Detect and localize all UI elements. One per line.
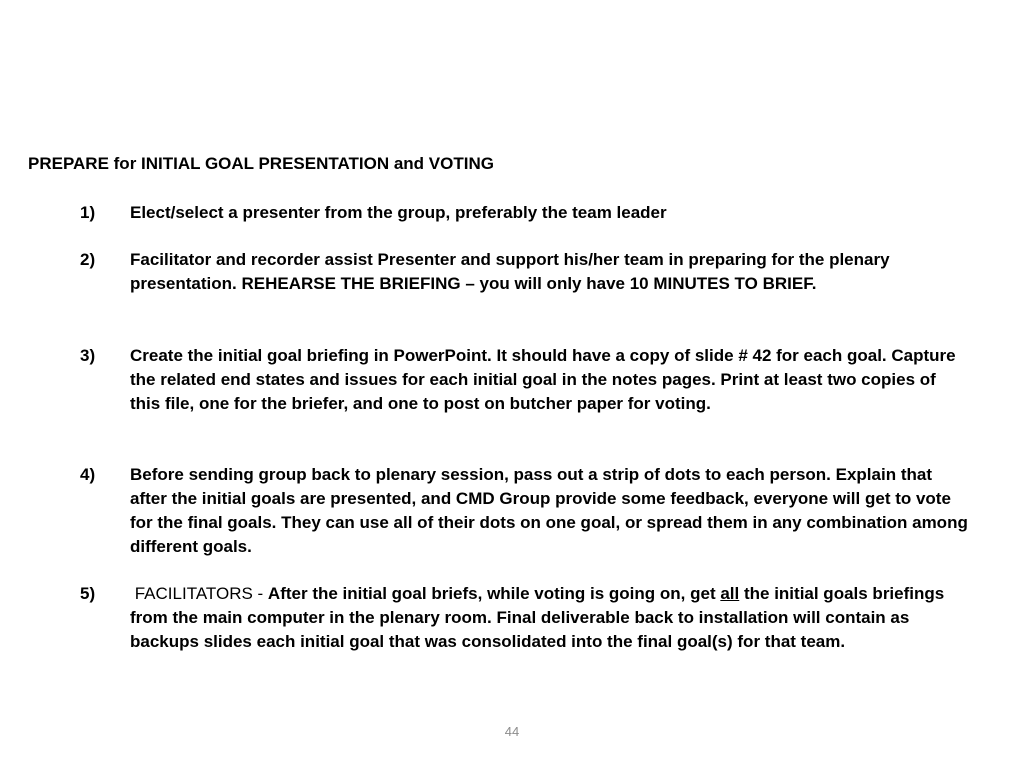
- list-item-text: Create the initial goal briefing in PowerPoint. It should have a copy of slide # 42 for each goal. Capture the related end states and issues for each initial goal in the notes pages. Print at least two copies of this file, one for the briefer, and one to post on butcher paper for voting.: [130, 346, 956, 413]
- page-number: 44: [504, 724, 520, 739]
- list-item-number: 3): [80, 346, 96, 365]
- list-item-3: [80, 344, 970, 416]
- list-item-text: Before sending group back to plenary session, pass out a strip of dots to each person. Explain that after the initial goals are presented, and CMD Group provide some feedback, everyone will get to vote for the final goals. They can use all of their dots on one goal, or spread them in any combination among different goals.: [130, 465, 968, 556]
- list-item-number: 2): [80, 250, 96, 269]
- list-item-text: Elect/select a presenter from the group, preferably the team leader: [130, 203, 667, 222]
- list-item-4: [80, 463, 970, 559]
- list-item-text: [130, 582, 970, 654]
- list-item-number: 1): [80, 203, 96, 222]
- slide-heading: PREPARE for INITIAL GOAL PRESENTATION and VOTING: [28, 154, 494, 173]
- emphasis-all: all: [720, 584, 740, 603]
- list-item-5: [80, 582, 970, 654]
- list-item-2: [80, 248, 970, 296]
- list-item-1: [80, 201, 970, 225]
- list-item-text-part: the initial goals briefings from the main computer in the plenary room. Final deliverable back to installation will contain as backups slides each initial goal that was consolidated into the final goal(s) for that team.: [130, 584, 945, 651]
- list-item-text-part: After the initial goal briefs, while voting is going on, get: [267, 584, 721, 603]
- list-item-number: 5): [80, 584, 96, 603]
- facilitators-label: FACILITATORS -: [134, 584, 268, 603]
- list-item-text: Facilitator and recorder assist Presenter and support his/her team in preparing for the plenary presentation. REHEARSE THE BRIEFING – you will only have 10 MINUTES TO BRIEF.: [130, 250, 890, 293]
- list-item-number: 4): [80, 465, 96, 484]
